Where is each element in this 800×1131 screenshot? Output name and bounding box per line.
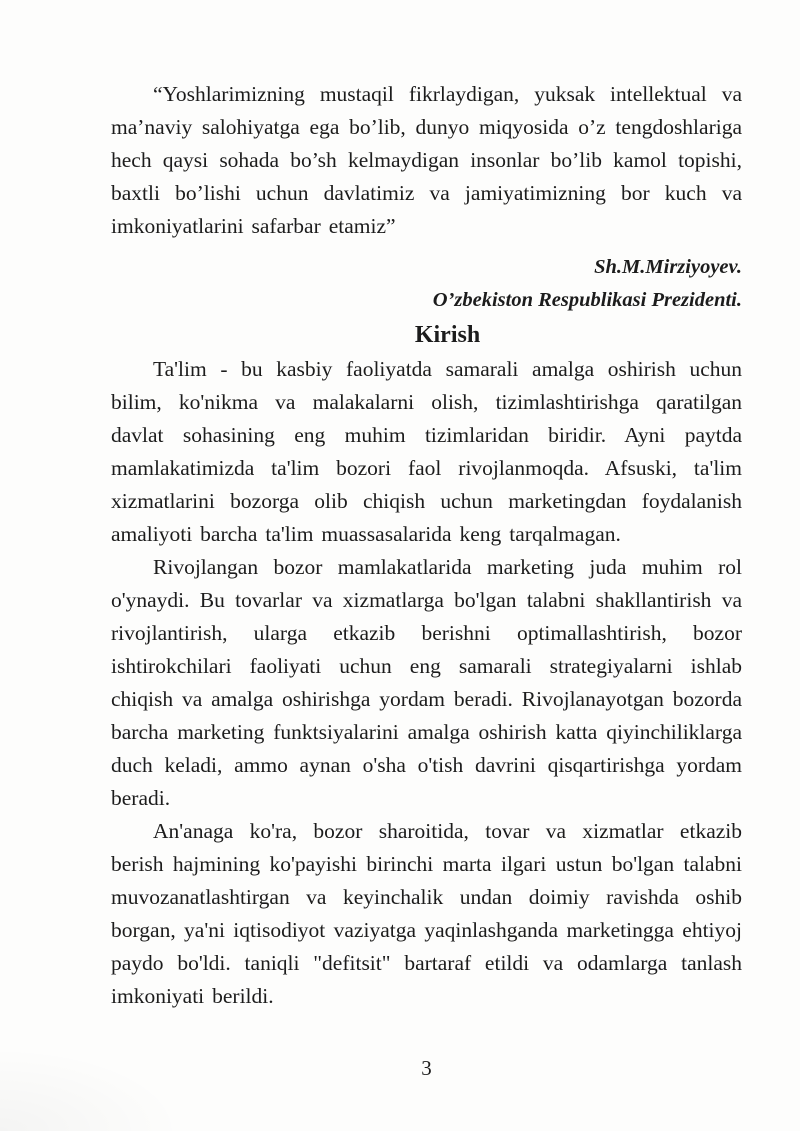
body-paragraph: An'anaga ko'ra, bozor sharoitida, tovar va xizmatlar etkazib berish hajmining ko'payishi birinchi marta ilgari ustun bo'lgan talabni muvozanatlashtirgan va keyinchalik undan doimiy ravishda oshib borgan, ya'ni iqtisodiyot vaziyatga yaqinlashganda marketingga ehtiyoj paydo bo'ldi. taniqli "defitsit" bartaraf etildi va odamlarga tanlash imkoniyati berildi. [111,819,742,1008]
epigraph-attribution [111,251,742,317]
body-paragraph: Rivojlangan bozor mamlakatlarida marketing juda muhim rol o'ynaydi. Bu tovarlar va xizmatlarga bo'lgan talabni shakllantirish va rivojlantirish, ularga etkazib berishni optimallashtirish, bozor ishtirokchilari faoliyati uchun eng samarali strategiyalarni ishlab chiqish va amalga oshirishga yordam beradi. Rivojlanayotgan bozorda barcha marketing funktsiyalarini amalga oshirish katta qiyinchiliklarga duch keladi, ammo aynan o'sha o'tish davrini qisqartirishga yordam beradi. [111,555,742,810]
body-paragraph: Ta'lim - bu kasbiy faoliyatda samarali amalga oshirish uchun bilim, ko'nikma va malakalarni olish, tizimlashtirishga qaratilgan davlat sohasining eng muhim tizimlaridan biridir. Ayni paytda mamlakatimizda ta'lim bozori faol rivojlanmoqda. Afsuski, ta'lim xizmatlarini bozorga olib chiqish uchun marketingdan foydalanish amaliyoti barcha ta'lim muassasalarida keng tarqalmagan. [111,357,742,546]
quote-author-title: O’zbekiston Respublikasi Prezidenti. [432,289,742,311]
page-number: 3 [421,1056,432,1080]
section-heading: Kirish [414,322,481,348]
quote-author: Sh.M.Mirziyoyev. [594,256,742,278]
epigraph-quote: “Yoshlarimizning mustaqil fikrlaydigan, yuksak intellektual va ma’naviy salohiyatga ega bo’lib, dunyo miqyosida o’z tengdoshlariga hech qaysi sohada bo’sh kelmaydigan insonlar bo’lib kamol topishi, baxtli bo’lishi uchun davlatimiz va jamiyatimizning bor kuch va imkoniyatlarini safarbar etamiz” [111,82,742,238]
